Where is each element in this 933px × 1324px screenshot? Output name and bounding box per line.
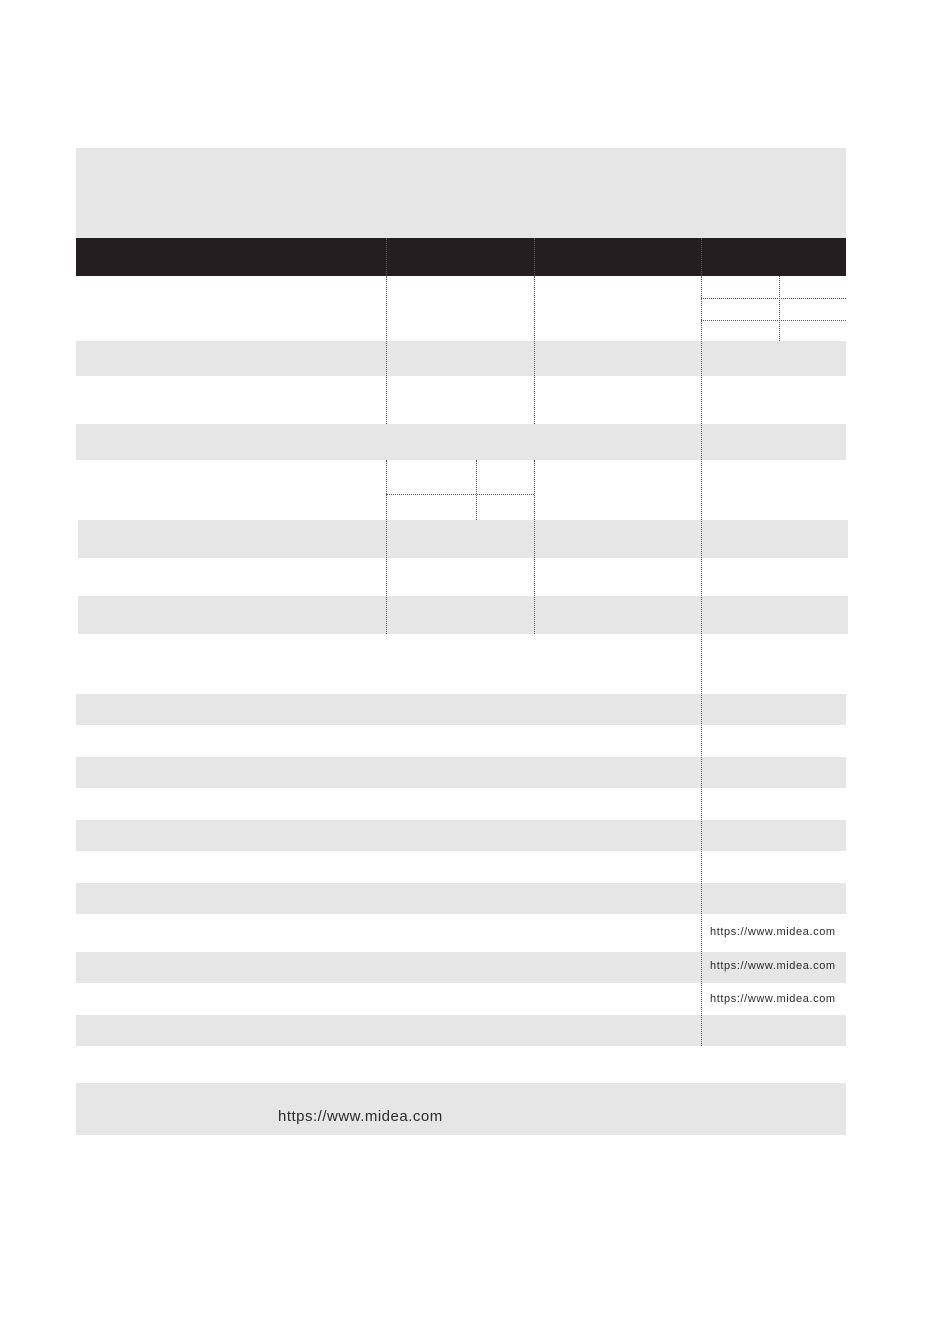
table-row (78, 520, 848, 558)
table-row (76, 424, 846, 460)
column-divider (534, 276, 535, 424)
table-row (76, 820, 846, 851)
column-divider (386, 460, 387, 634)
table-row (76, 341, 846, 376)
column-divider (779, 276, 780, 341)
column-divider (476, 460, 477, 520)
table-header-bar (76, 238, 846, 276)
column-divider (701, 276, 702, 1046)
column-divider (534, 460, 535, 634)
title-panel (76, 148, 846, 238)
table-link[interactable]: https://www.midea.com (710, 960, 836, 972)
table-row (78, 596, 848, 634)
table-row (76, 694, 846, 725)
cell-divider (701, 298, 846, 299)
header-divider (386, 238, 387, 276)
table-link[interactable]: https://www.midea.com (710, 926, 836, 938)
footer-panel (76, 1083, 846, 1135)
cell-divider (386, 494, 534, 495)
cell-divider (701, 320, 846, 321)
column-divider (386, 276, 387, 424)
footer-link[interactable]: https://www.midea.com (278, 1108, 443, 1125)
table-row (76, 757, 846, 788)
header-divider (534, 238, 535, 276)
table-row (76, 883, 846, 914)
table-link[interactable]: https://www.midea.com (710, 993, 836, 1005)
table-row (76, 1015, 846, 1046)
header-divider (701, 238, 702, 276)
